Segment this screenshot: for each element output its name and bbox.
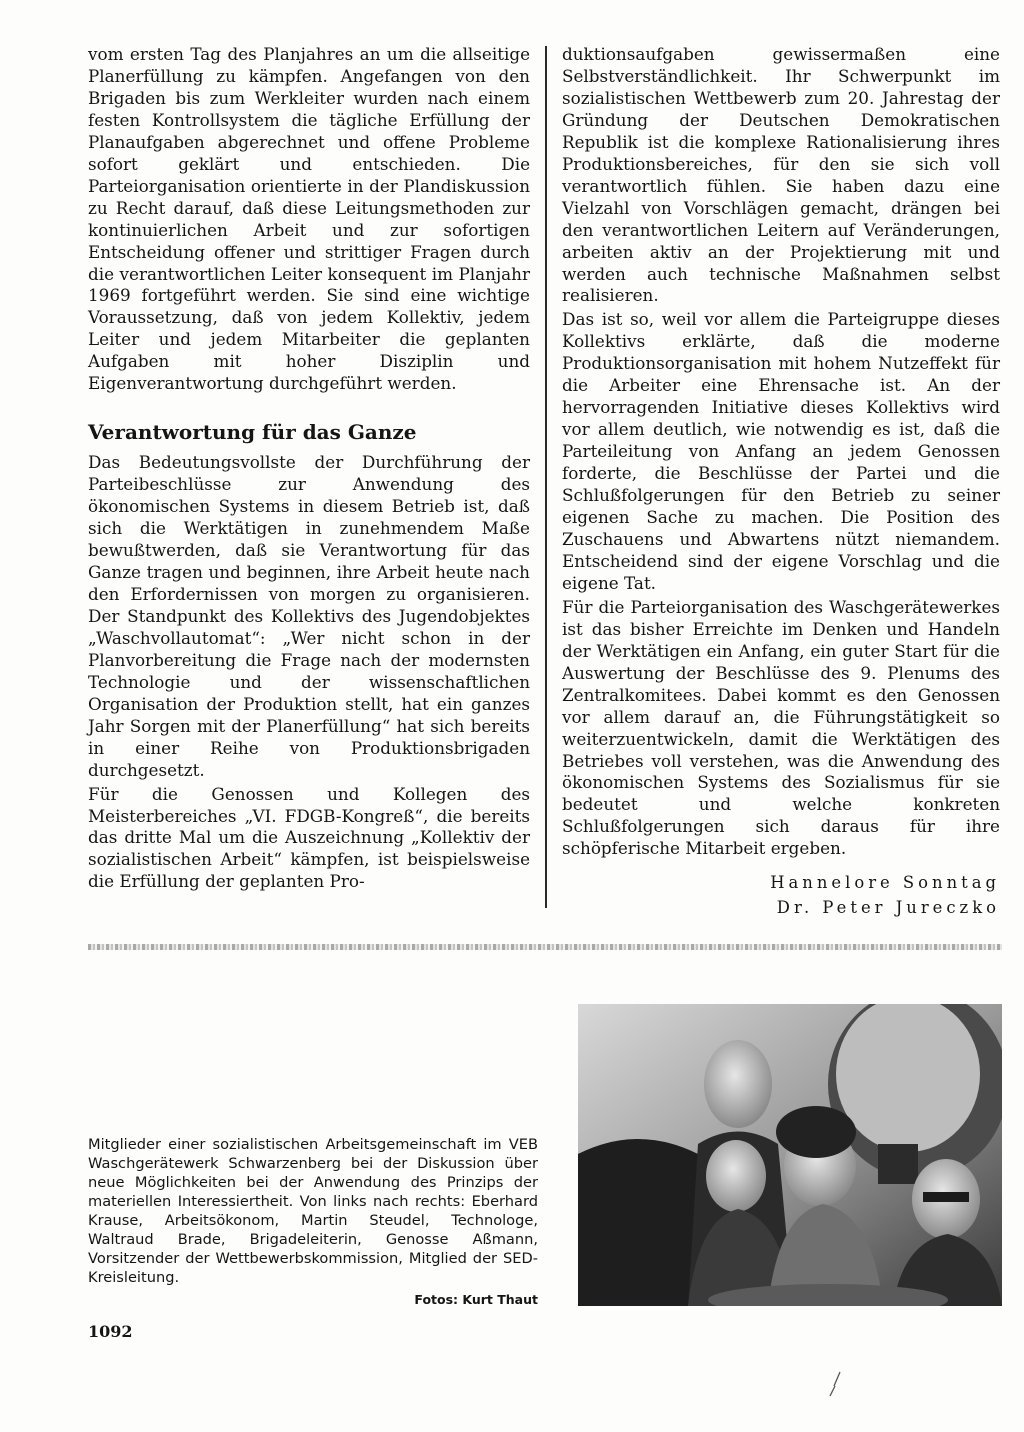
right-column — [562, 44, 1000, 920]
ink-mark-icon — [826, 1370, 844, 1398]
column-divider — [545, 46, 547, 908]
photo-illustration — [578, 1004, 1002, 1306]
group-photo — [578, 1004, 1002, 1306]
photo-caption: Mitglieder einer sozialistischen Arbeitsgemeinschaft im VEB Waschgerätewerk Schwarzenberg bei der Diskussion über neue Möglichkeiten bei der Anwendung des Prinzips der materiellen Interessiertheit. Von links nach rechts: Eberhard Krause, Arbeitsökonom, Martin Steudel, Technologe, Waltraud Brade, Brigadeleiterin, Genosse Aßmann, Vorsitzender der Wettbewerbskommission, Mitglied der SED-Kreisleitung. — [88, 1136, 538, 1286]
left-paragraph-3: Für die Genossen und Kollegen des Meisterbereiches „VI. FDGB-Kongreß“, die bereits das dritte Mal um die Auszeichnung „Kollektiv der sozialistischen Arbeit“ kämpfen, ist beispielsweise die Erfüllung der geplanten Pro- — [88, 783, 530, 892]
right-paragraph-2: Das ist so, weil vor allem die Parteigruppe dieses Kollektivs erklärte, daß die moderne Produktionsorganisation mit hohem Nutzeffekt für die Arbeiter eine Ehrensache ist. An der hervorragenden Initiative dieses Kollektivs wird vor allem deutlich, wie notwendig es ist, daß die Parteileitung von Anfang an jedem Genossen forderte, die Beschlüsse der Partei und die Schlußfolgerungen für den Betrieb zu seiner eigenen Sache zu machen. Die Position des Zuschauens und Abwartens nützt niemandem. Entscheidend sind der eigene Vorschlag und die eigene Tat. — [562, 309, 1000, 593]
author-block — [562, 870, 1000, 920]
right-paragraph-3: Für die Parteiorganisation des Waschgerätewerkes ist das bisher Erreichte im Denken und Handeln der Werktätigen ein Anfang, ein guter Start für die Auswertung der Beschlüsse des 9. Plenums des Zentralkomitees. Dabei kommt es den Genossen vor allem darauf an, die Führungstätigkeit so weiterzuentwickeln, damit die Werktätigen des Betriebes voll verstehen, was die Anwendung des ökonomischen Systems des Sozialismus für sie bedeutet und welche konkreten Schlußfolgerungen sich daraus für ihre schöpferische Mitarbeit ergeben. — [562, 596, 1000, 859]
left-column — [88, 44, 530, 895]
author-name: Hannelore Sonntag — [770, 873, 1000, 893]
section-separator — [88, 944, 1002, 950]
left-paragraph-2: Das Bedeutungsvollste der Durchführung der Parteibeschlüsse zur Anwendung des ökonomischen Systems in diesem Betrieb ist, daß sich die Werktätigen in zunehmendem Maße bewußtwerden, daß sie Verantwortung für das Ganze tragen und beginnen, ihre Arbeit heute nach den Erfordernissen von morgen zu organisieren. Der Standpunkt des Kollektivs des Jugendobjektes „Waschvollautomat“: „Wer nicht schon in der Planvorbereitung die Frage nach der modernsten Technologie und der wissenschaftlichen Organisation der Produktion stellt, hat ein ganzes Jahr Sorgen mit der Planerfüllung“ hat sich bereits in einer Reihe von Produktionsbrigaden durchgesetzt. — [88, 452, 530, 780]
left-paragraph-1: vom ersten Tag des Planjahres an um die allseitige Planerfüllung zu kämpfen. Angefangen von den Brigaden bis zum Werkleiter wurden nach einem festen Kontrollsystem die tägliche Erfüllung der Planaufgaben abgerechnet und offene Probleme sofort geklärt und entschieden. Die Parteiorganisation orientierte in der Plandiskussion zu Recht darauf, daß diese Leitungsmethoden zur kontinuierlichen Arbeit und zur sofortigen Entscheidung offener und strittiger Fragen durch die verantwortlichen Leiter konsequent im Planjahr 1969 fortgeführt werden. Sie sind eine wichtige Voraussetzung, daß von jedem Kollektiv, jedem Leiter und jedem Mitarbeiter die geplanten Aufgaben mit hoher Disziplin und Eigenverantwortung durchgeführt werden. — [88, 44, 530, 394]
right-paragraph-1: duktionsaufgaben gewissermaßen eine Selbstverständlichkeit. Ihr Schwerpunkt im sozialistischen Wettbewerb zum 20. Jahrestag der Gründung der Deutschen Demokratischen Republik ist die komplexe Rationalisierung ihres Produktionsbereiches, für den sie sich voll verantwortlich fühlen. Sie haben dazu eine Vielzahl von Vorschlägen gemacht, drängen bei den verantwortlichen Leitern auf Veränderungen, arbeiten aktiv an der Projektierung mit und werden auch technische Maßnahmen selbst realisieren. — [562, 44, 1000, 306]
section-heading: Verantwortung für das Ganze — [88, 420, 417, 445]
author-name: Dr. Peter Jureczko — [776, 898, 1000, 918]
photo-credit: Fotos: Kurt Thaut — [414, 1292, 538, 1307]
page-number: 1092 — [88, 1322, 133, 1341]
